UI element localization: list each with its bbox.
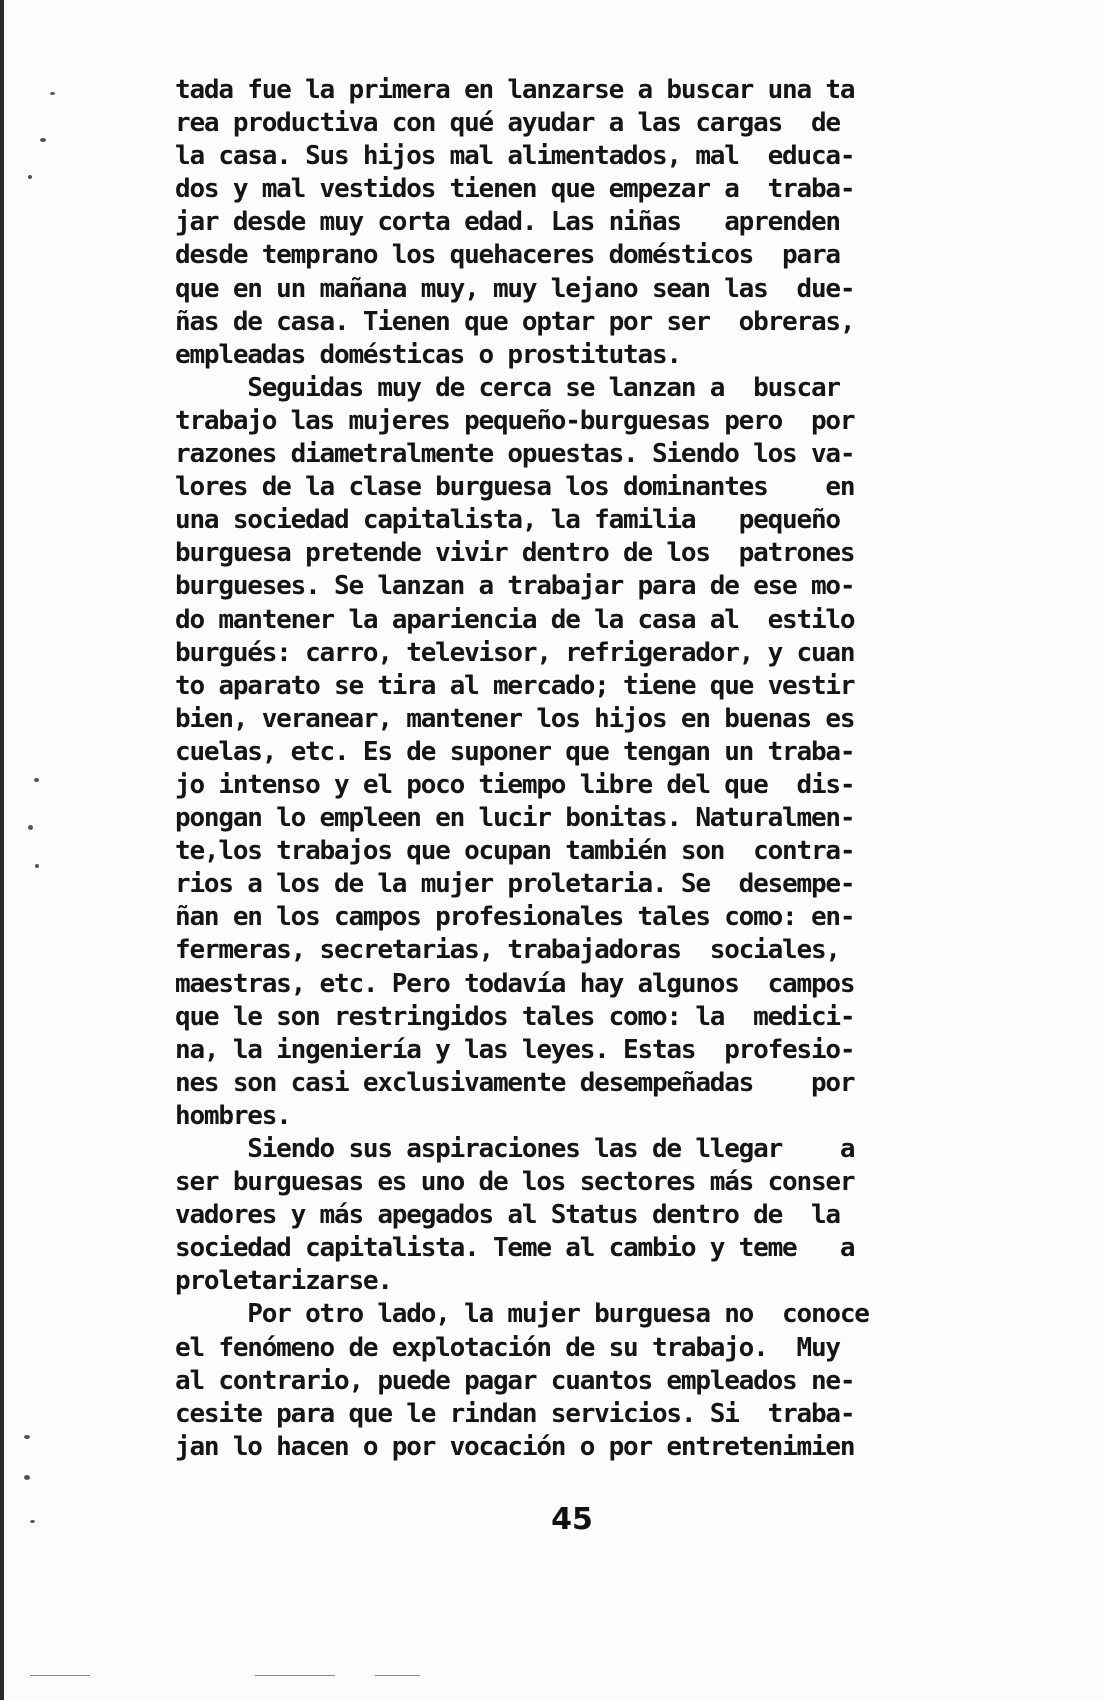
text-line: nes son casi exclusivamente desempeñadas por	[175, 1067, 855, 1098]
text-line: do mantener la apariencia de la casa al estilo	[175, 604, 855, 635]
text-line: na, la ingeniería y las leyes. Estas profesio-	[175, 1034, 855, 1065]
text-line: empleadas domésticas o prostitutas.	[175, 339, 681, 370]
scan-speck	[35, 864, 39, 868]
text-line: Siendo sus aspiraciones las de llegar a	[175, 1134, 855, 1164]
text-line: al contrario, puede pagar cuantos empleados ne-	[175, 1365, 855, 1396]
text-line: pongan lo empleen en lucir bonitas. Naturalmen-	[175, 803, 855, 834]
text-line: jo intenso y el poco tiempo libre del que dis-	[175, 769, 855, 800]
scan-speck	[30, 1520, 35, 1523]
text-line: vadores y más apegados al Status dentro de la	[175, 1200, 840, 1231]
text-line: cuelas, etc. Es de suponer que tengan un traba-	[175, 736, 855, 767]
scan-speck	[50, 92, 55, 95]
text-line: que en un mañana muy, muy lejano sean las due-	[175, 273, 855, 304]
text-line: rea productiva con qué ayudar a las cargas de	[175, 108, 840, 139]
text-line: bien, veranear, mantener los hijos en buenas es	[175, 703, 855, 734]
scan-speck	[34, 778, 39, 782]
text-line: burguesa pretende vivir dentro de los patrones	[175, 538, 855, 569]
text-line: el fenómeno de explotación de su trabajo. Muy	[175, 1332, 840, 1363]
text-line: ser burguesas es uno de los sectores más conser	[175, 1167, 855, 1198]
text-line: razones diametralmente opuestas. Siendo los va-	[175, 439, 855, 470]
page-number: 45	[551, 1502, 593, 1537]
text-line: ñas de casa. Tienen que optar por ser obreras,	[175, 306, 855, 337]
text-line: tada fue la primera en lanzarse a buscar una ta	[175, 75, 855, 105]
text-line: maestras, etc. Pero todavía hay algunos campos	[175, 968, 855, 999]
scan-speck	[40, 138, 46, 142]
text-line: una sociedad capitalista, la familia pequeño	[175, 505, 840, 536]
body-text	[175, 74, 955, 1464]
text-line: Seguidas muy de cerca se lanzan a buscar	[175, 372, 840, 403]
text-line: hombres.	[175, 1100, 291, 1131]
text-line: sociedad capitalista. Teme al cambio y teme a	[175, 1233, 855, 1264]
text-line: la casa. Sus hijos mal alimentados, mal educa-	[175, 141, 855, 172]
text-line: jar desde muy corta edad. Las niñas aprenden	[175, 207, 840, 238]
scan-speck	[28, 825, 33, 830]
text-line: desde temprano los quehaceres domésticos para	[175, 240, 840, 271]
text-line: Por otro lado, la mujer burguesa no conoce	[175, 1299, 869, 1330]
page-edge-shadow	[0, 0, 4, 1700]
scan-speck	[24, 1475, 30, 1480]
text-line: cesite para que le rindan servicios. Si traba-	[175, 1398, 855, 1429]
text-line: rios a los de la mujer proletaria. Se desempe-	[175, 869, 855, 900]
text-line: burgueses. Se lanzan a trabajar para de ese mo-	[175, 571, 855, 602]
text-line: lores de la clase burguesa los dominantes en	[175, 472, 855, 503]
text-line: que le son restringidos tales como: la medici-	[175, 1001, 855, 1032]
text-line: fermeras, secretarias, trabajadoras sociales,	[175, 935, 840, 966]
text-line: proletarizarse.	[175, 1266, 392, 1297]
scan-line	[375, 1675, 420, 1676]
text-line: dos y mal vestidos tienen que empezar a traba-	[175, 174, 855, 205]
text-line: te,los trabajos que ocupan también son contra-	[175, 836, 855, 867]
text-line: to aparato se tira al mercado; tiene que vestir	[175, 670, 855, 701]
scan-speck	[28, 175, 32, 179]
text-line: burgués: carro, televisor, refrigerador, y cuan	[175, 637, 855, 668]
text-line: trabajo las mujeres pequeño-burguesas pero por	[175, 405, 855, 436]
text-line: jan lo hacen o por vocación o por entretenimien	[175, 1431, 855, 1462]
scan-line	[255, 1675, 335, 1676]
text-line: ñan en los campos profesionales tales como: en-	[175, 902, 855, 933]
scan-speck	[24, 1435, 30, 1439]
scan-line	[30, 1675, 90, 1676]
